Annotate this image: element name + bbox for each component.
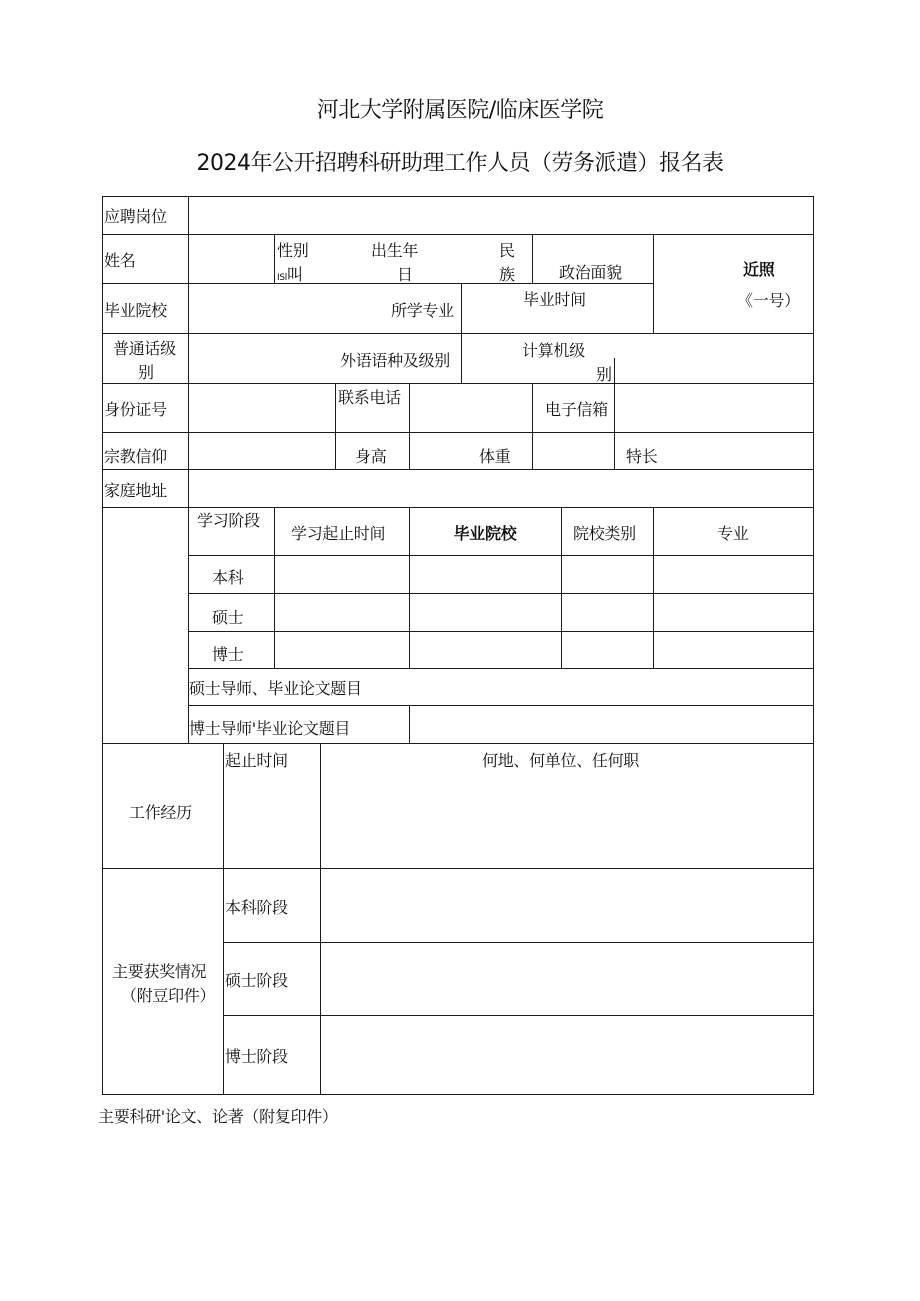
label-political: 政治面貌 (559, 263, 622, 282)
edu-header-stage: 学习阶段 (197, 511, 260, 530)
label-school: 毕业院校 (104, 301, 167, 320)
label-name: 姓名 (104, 251, 136, 270)
label-weight: 体重 (479, 447, 511, 466)
label-height: 身高 (355, 447, 387, 466)
edu-stage-bachelor: 本科 (212, 568, 244, 587)
photo-label: 近照 (743, 260, 775, 279)
label-computer: 计算机级 (522, 341, 585, 360)
label-position: 应聘岗位 (104, 207, 167, 226)
position-field[interactable] (190, 198, 812, 232)
label-specialty: 特长 (626, 447, 658, 466)
label-birth-sub: 日 (397, 266, 413, 284)
edu-header-major: 专业 (717, 524, 749, 543)
label-computer-2: 别 (596, 365, 612, 384)
label-ethnic-sub: 族 (499, 266, 515, 284)
label-mandarin: 普通话级 (113, 339, 176, 358)
label-master-thesis: 硕士导师、毕业论文题目 (189, 679, 362, 698)
label-language: 外语语种及级别 (340, 351, 450, 370)
label-email: 电子信箱 (545, 400, 608, 419)
edu-header-period: 学习起止时间 (291, 524, 386, 543)
label-gender-glyph-2: 叫 (286, 266, 303, 284)
form-title-institution: 河北大学附属医院/临床医学院 (316, 98, 604, 123)
work-header-place: 何地、何单位、任何职 (482, 751, 640, 770)
edu-header-school: 毕业院校 (453, 524, 517, 543)
label-awards-note: （附豆印件） (121, 986, 216, 1005)
label-phd-thesis: 博士导师'毕业论文题目 (189, 719, 351, 738)
label-phone: 联系电话 (338, 388, 401, 407)
edu-stage-master: 硕士 (212, 608, 244, 627)
photo-note: 《一号） (737, 291, 800, 310)
work-header-period: 起止时间 (225, 751, 288, 770)
work-experience-field[interactable] (322, 780, 812, 866)
award-stage-phd: 博士阶段 (225, 1047, 288, 1066)
edu-header-school-type: 院校类别 (573, 524, 636, 543)
label-gender-glyph: ISl (277, 273, 287, 283)
award-stage-master: 硕士阶段 (225, 971, 288, 990)
form-title-recruitment: 2024年公开招聘科研助理工作人员（劳务派遣）报名表 (196, 151, 724, 176)
label-mandarin-2: 别 (138, 363, 154, 382)
address-field[interactable] (190, 471, 812, 506)
label-major: 所学专业 (391, 301, 454, 320)
label-birth: 出生年 (371, 241, 419, 260)
name-field[interactable] (190, 236, 272, 282)
label-ethnic: 民 (499, 241, 515, 260)
label-id-no: 身份证号 (104, 400, 167, 419)
label-awards: 主要获奖情况 (112, 962, 207, 981)
label-religion: 宗教信仰 (104, 447, 167, 466)
label-grad-time: 毕业时间 (523, 290, 586, 309)
label-work-experience: 工作经历 (129, 803, 192, 822)
label-gender: 性别 (277, 241, 309, 260)
label-address: 家庭地址 (104, 481, 167, 500)
edu-stage-phd: 博士 (212, 645, 244, 664)
label-research-papers: 主要科研'论文、论著（附复印件） (98, 1107, 338, 1126)
award-stage-bachelor: 本科阶段 (225, 898, 288, 917)
photo-slot[interactable] (655, 236, 812, 332)
